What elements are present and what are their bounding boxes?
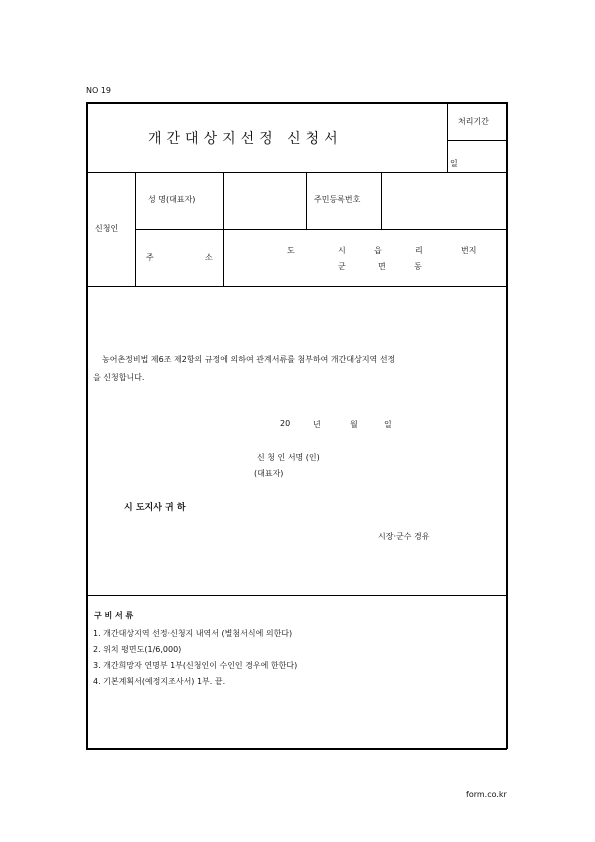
- signature-line: 신 청 인 서명 (인): [257, 453, 320, 462]
- name-label: 성 명(대표자): [148, 195, 196, 204]
- resident-number-label: 주민등록번호: [314, 195, 361, 204]
- document-item: 2. 위치 평면도(1/6,000): [93, 645, 182, 654]
- document-item: 3. 개간희망자 연명부 1부(신청인이 수인인 경우에 한한다): [93, 661, 298, 670]
- addressee: 시 도지사 귀 하: [124, 503, 186, 513]
- frame-right: [506, 102, 508, 749]
- documents-heading: 구 비 서 류: [94, 611, 134, 620]
- form-number: NO 19: [86, 86, 112, 95]
- processing-period-unit: 일: [450, 159, 458, 168]
- name-value-divider: [306, 172, 307, 229]
- address-unit-si: 시: [338, 246, 346, 255]
- application-text-line1: 농어촌정비법 제6조 제2항의 규정에 의하여 관계서류를 첨부하여 개간대상지역 선정: [102, 355, 396, 364]
- document-item: 1. 개간대상지역 선정·신청지 내역서 (별첨서식에 의한다): [93, 629, 293, 638]
- frame-bottom: [86, 748, 507, 750]
- header-divider: [447, 102, 448, 172]
- frame-left: [86, 102, 88, 749]
- date-year: 년: [313, 420, 321, 429]
- processing-period-label: 처리기간: [458, 117, 489, 126]
- application-text-line2: 을 신청합니다.: [93, 373, 145, 382]
- address-unit-eup: 읍: [374, 246, 382, 255]
- address-label-right: 소: [205, 253, 213, 262]
- address-unit-dong: 동: [414, 262, 422, 271]
- applicant-bottom: [86, 286, 507, 287]
- form-title: 개간대상지선정 신청서: [148, 131, 343, 147]
- address-unit-beonji: 번지: [461, 246, 477, 255]
- address-unit-ri: 리: [415, 246, 423, 255]
- documents-top: [86, 595, 507, 596]
- representative-label: (대표자): [254, 469, 284, 478]
- via-mayor: 시장·군수 경유: [378, 532, 430, 541]
- date-year-prefix: 20: [280, 419, 291, 428]
- address-unit-do: 도: [287, 246, 295, 255]
- resident-label-divider: [381, 172, 382, 229]
- footer-source: form.co.kr: [466, 790, 507, 799]
- address-label-left: 주: [146, 253, 154, 262]
- address-unit-gun: 군: [338, 262, 346, 271]
- applicant-section-label: 신청인: [95, 224, 119, 233]
- document-item: 4. 기본계획서(예정지조사서) 1부. 끝.: [93, 677, 226, 686]
- applicant-row-divider: [135, 229, 507, 230]
- frame-top: [86, 102, 507, 104]
- date-month: 월: [350, 420, 358, 429]
- date-day: 일: [384, 420, 392, 429]
- header-bottom: [86, 172, 507, 173]
- address-unit-myeon: 면: [378, 262, 386, 271]
- processing-divider: [447, 140, 507, 141]
